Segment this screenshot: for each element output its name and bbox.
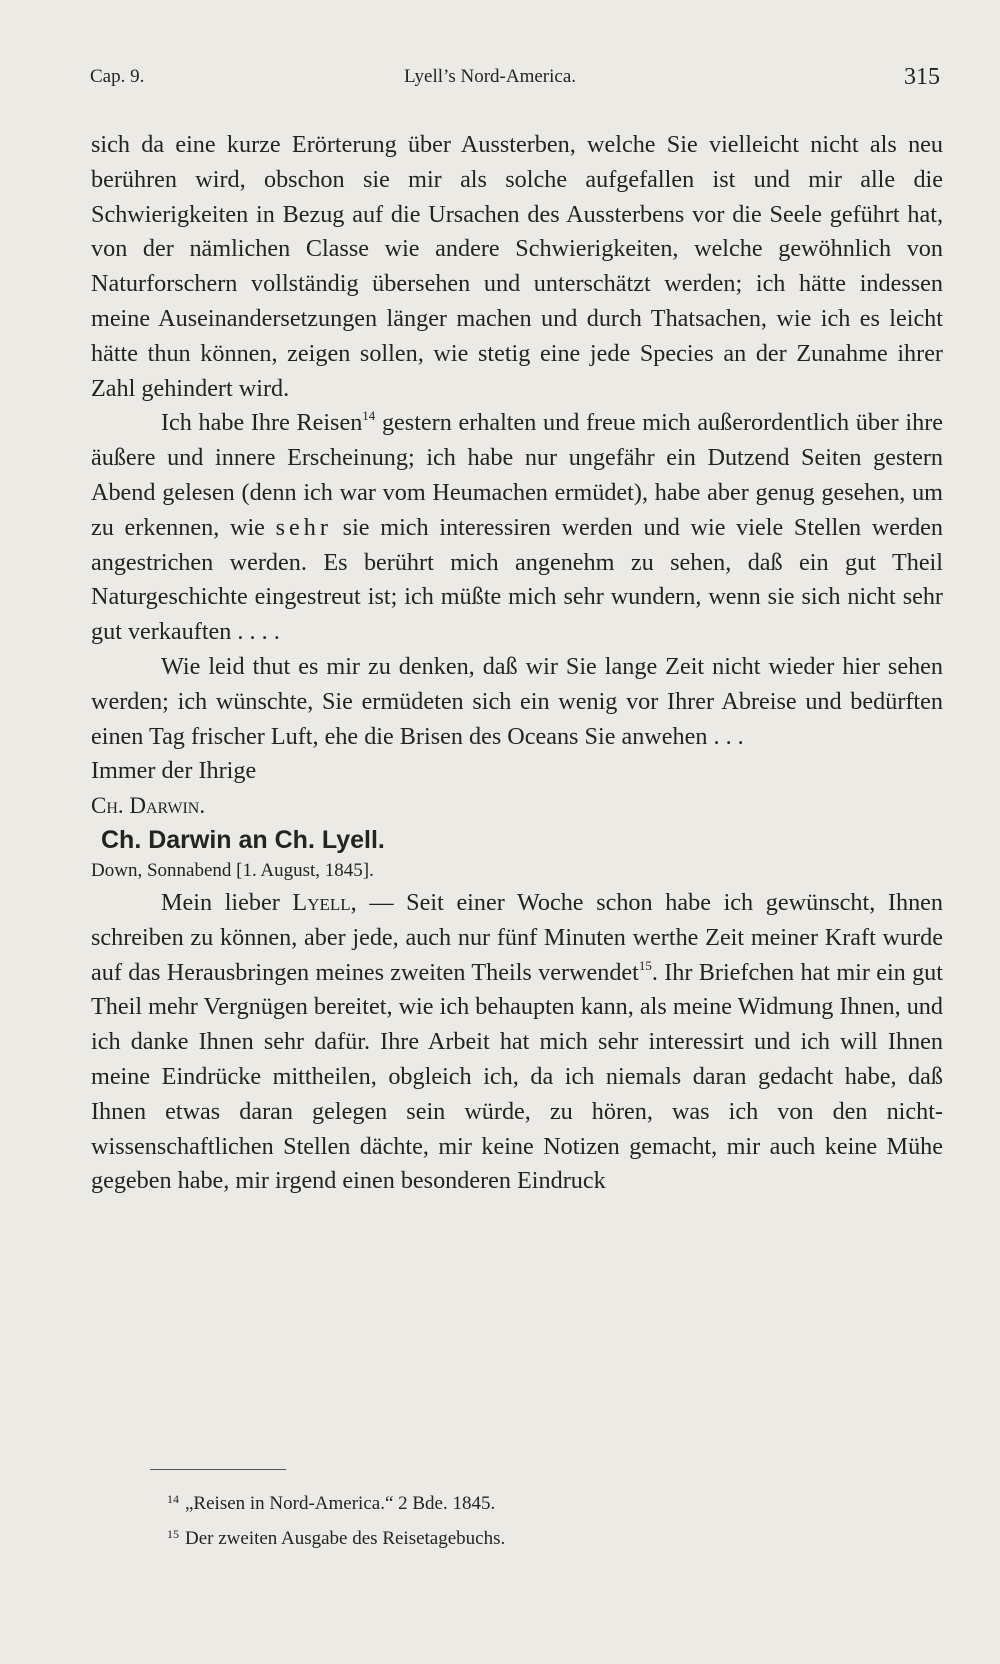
running-title: Lyell’s Nord-America.: [404, 66, 577, 87]
emphasized-word: sehr: [275, 513, 332, 541]
letter-signature: Ch. Darwin.: [91, 793, 206, 819]
paragraph-2-text-a: Ich habe Ihre Reisen: [161, 409, 363, 437]
paragraph-4: [91, 886, 943, 1199]
footnote-text: Der zweiten Ausgabe des Reisetagebuchs.: [185, 1528, 506, 1549]
footnote-mark: 14: [167, 1492, 179, 1506]
chapter-label: Cap. 9.: [90, 66, 145, 87]
footnote-mark: 15: [167, 1527, 179, 1541]
paragraph-4-text-a: Mein lieber: [161, 888, 293, 916]
footnote-divider: [150, 1469, 286, 1470]
paragraph-4-text-c: . Ihr Briefchen hat mir ein gut Theil mehr Vergnügen bereitet, wie ich behaupten kann, als meine Widmung Ihnen, und ich danke Ihnen sehr dafür. Ihre Arbeit hat mich sehr interessirt und ich will Ihnen meine Eindrücke mittheilen, obgleich ich, da ich niemals daran gedacht habe, daß Ihnen etwas daran gelegen sein würde, zu hören, was ich von den nicht-wissenschaftlichen Stellen dächte, mir keine Notizen gemacht, mir auch keine Mühe gegeben habe, mir irgend einen besonderen Eindruck: [91, 958, 943, 1195]
running-header: [90, 66, 940, 96]
page-number: 315: [904, 64, 940, 90]
paragraph-1: sich da eine kurze Erörterung über Aussterben, welche Sie vielleicht nicht als neu berühren wird, obschon sie mir als solche aufgefallen ist und mir alle die Schwierigkeiten in Bezug auf die Ursachen des Aussterbens vor die Seele geführt hat, von der nämlichen Classe wie andere Schwierigkeiten, welche gewöhnlich von Naturforschern vollständig übersehen und unterschätzt werden; ich hätte indessen meine Auseinandersetzungen länger machen und durch Thatsachen, wie ich es leicht hätte thun können, zeigen sollen, wie stetig eine jede Species an der Zunahme ihrer Zahl gehindert wird.: [91, 131, 943, 402]
paragraph-2-text-c: sie mich interessiren werden und wie viele Stellen werden angestrichen werden. Es berührt mich angenehm zu sehen, daß ein gut Theil Naturgeschichte eingestreut ist; ich müßte mich sehr wundern, wenn sie sich nicht sehr gut verkauften . . . .: [91, 513, 944, 646]
addressee-name: Lyell: [292, 888, 351, 916]
paragraph-2-text-b: gestern erhalten und freue mich außerordentlich über ihre äußere und innere Erscheinung; ich habe nur ungefähr ein Dutzend Seiten gestern Abend gelesen (denn ich war vom Heumachen ermüdet), habe aber genug gesehen, um zu erkennen, wie: [91, 409, 943, 541]
letter-closing: Immer der Ihrige: [91, 757, 257, 785]
footnotes: [167, 1484, 867, 1554]
paragraph-4-text-b: , — Seit einer Woche schon habe ich gewünscht, Ihnen schreiben zu können, aber jede, auch nur fünf Minuten werthe Zeit meiner Kraft wurde auf das Herausbringen meines zweiten Theils verwendet: [91, 888, 943, 986]
footnote-ref-14: 14: [362, 408, 376, 424]
footnote-text: „Reisen in Nord-America.“ 2 Bde. 1845.: [185, 1493, 496, 1514]
paragraph-2: [91, 406, 943, 650]
letter-heading: Ch. Darwin an Ch. Lyell.: [101, 825, 385, 854]
footnote-15: [167, 1519, 867, 1554]
paragraph-3: Wie leid thut es mir zu denken, daß wir Sie lange Zeit nicht wieder hier sehen werden; ich wünschte, Sie ermüdeten sich ein wenig vor Ihrer Abreise und bedürften einen Tag frischer Luft, ehe die Brisen des Oceans Sie anwehen . . .: [91, 652, 943, 750]
letter-dateline: Down, Sonnabend [1. August, 1845].: [91, 859, 374, 881]
footnote-ref-15: 15: [638, 957, 652, 973]
footnote-14: [167, 1484, 867, 1519]
page-body: [91, 128, 943, 1199]
